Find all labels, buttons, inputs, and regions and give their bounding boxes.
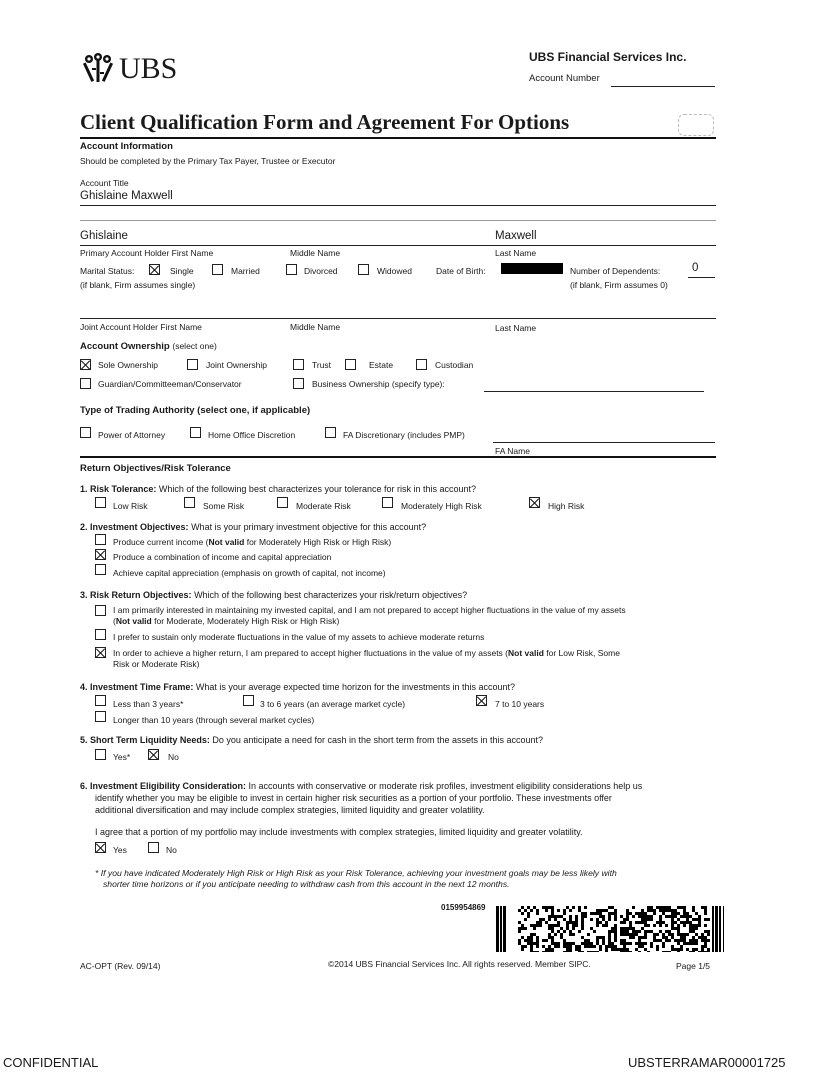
- last-name-label: Last Name: [495, 248, 537, 258]
- account-title-value[interactable]: Ghislaine Maxwell: [80, 190, 173, 202]
- ownership-option-label: Custodian: [435, 360, 474, 370]
- custodian-checkbox[interactable]: [416, 359, 427, 370]
- q3-option-1-checkbox[interactable]: [95, 605, 106, 616]
- seal-watermark-icon: [678, 114, 714, 136]
- risk-option-label: High Risk: [548, 501, 585, 511]
- middle-name-label: Middle Name: [290, 248, 341, 258]
- divider: [80, 220, 716, 221]
- moderately-high-risk-checkbox[interactable]: [382, 497, 393, 508]
- q1-question: 1. Risk Tolerance: Which of the following best characterizes your tolerance for risk in this account?: [80, 484, 477, 494]
- dependents-value[interactable]: 0: [692, 262, 699, 274]
- 3-to-6-years-checkbox[interactable]: [243, 695, 254, 706]
- q2-option-3-checkbox[interactable]: [95, 564, 106, 575]
- marital-note: (if blank, Firm assumes single): [80, 280, 196, 290]
- risk-option-label: Low Risk: [113, 501, 148, 511]
- fa-name-label: FA Name: [495, 446, 530, 456]
- less-than-3-years-checkbox[interactable]: [95, 695, 106, 706]
- ubs-logo-text: UBS: [119, 52, 178, 85]
- q6-question-line1: 6. Investment Eligibility Consideration: In accounts with conservative or moderate risk profiles, investment eligibility considerations help us: [80, 781, 643, 791]
- divider: [80, 245, 716, 246]
- section-rule: [80, 456, 716, 458]
- business-ownership-checkbox[interactable]: [293, 378, 304, 389]
- joint-last-name-label: Last Name: [495, 323, 537, 333]
- divider: [80, 205, 716, 206]
- q5-question: 5. Short Term Liquidity Needs: Do you anticipate a need for cash in the short term from the assets in this account?: [80, 735, 544, 745]
- q3-option-2-label: I prefer to sustain only moderate fluctuations in the value of my assets to achieve moderate returns: [113, 632, 485, 642]
- trading-option-label: FA Discretionary (includes PMP): [343, 430, 465, 440]
- eligibility-yes-checkbox[interactable]: [95, 842, 106, 853]
- q6-agree-text: I agree that a portion of my portfolio may include investments with complex strategies, limited liquidity and greater volatility.: [95, 827, 583, 837]
- dependents-note: (if blank, Firm assumes 0): [570, 280, 668, 290]
- trust-checkbox[interactable]: [293, 359, 304, 370]
- liquidity-yes-checkbox[interactable]: [95, 749, 106, 760]
- risk-option-label: Some Risk: [203, 501, 245, 511]
- risk-option-label: Moderately High Risk: [401, 501, 482, 511]
- title-rule: [80, 137, 716, 139]
- account-number-label: Account Number: [529, 73, 600, 84]
- account-title-label: Account Title: [80, 178, 129, 188]
- ownership-option-label: Guardian/Committeeman/Conservator: [98, 379, 242, 389]
- ownership-option-label: Sole Ownership: [98, 360, 159, 370]
- fa-discretionary-checkbox[interactable]: [325, 427, 336, 438]
- high-risk-checkbox[interactable]: [529, 497, 540, 508]
- q6-question-line2: identify whether you may be eligible to invest in certain higher risk securities as a portion of your portfolio. These investments offer: [95, 793, 612, 803]
- liquidity-option-label: Yes*: [113, 752, 131, 762]
- footnote-line2: shorter time horizons or if you anticipate needing to withdraw cash from this account in the next 12 months.: [103, 879, 510, 889]
- low-risk-checkbox[interactable]: [95, 497, 106, 508]
- ownership-heading: Account Ownership (select one): [80, 341, 217, 352]
- longer-than-10-years-checkbox[interactable]: [95, 711, 106, 722]
- business-type-field[interactable]: [484, 391, 704, 392]
- ownership-option-label: Trust: [312, 360, 332, 370]
- q2-option-2-label: Produce a combination of income and capital appreciation: [113, 552, 332, 562]
- q3-question: 3. Risk Return Objectives: Which of the following best characterizes your risk/return objectives?: [80, 590, 468, 600]
- time-frame-option-label: Longer than 10 years (through several market cycles): [113, 715, 315, 725]
- q3-option-1-label: I am primarily interested in maintaining my invested capital, and I am not prepared to accept higher fluctuations in the value of my assets: [113, 605, 626, 615]
- risk-section-heading: Return Objectives/Risk Tolerance: [80, 463, 231, 474]
- home-office-discretion-checkbox[interactable]: [190, 427, 201, 438]
- company-name: UBS Financial Services Inc.: [529, 50, 687, 64]
- q3-option-3-checkbox[interactable]: [95, 647, 106, 658]
- some-risk-checkbox[interactable]: [184, 497, 195, 508]
- divider: [80, 318, 716, 319]
- ownership-option-label: Business Ownership (specify type):: [312, 379, 445, 389]
- trading-option-label: Power of Attorney: [98, 430, 166, 440]
- marital-option-label: Single: [170, 266, 194, 276]
- power-of-attorney-checkbox[interactable]: [80, 427, 91, 438]
- barcode-icon: [496, 906, 734, 952]
- joint-ownership-checkbox[interactable]: [187, 359, 198, 370]
- q2-option-3-label: Achieve capital appreciation (emphasis on growth of capital, not income): [113, 568, 386, 578]
- q3-option-1-label-line2: (Not valid for Moderate, Moderately High Risk or High Risk): [113, 616, 340, 626]
- dependents-field-line: [688, 277, 715, 278]
- q3-option-2-checkbox[interactable]: [95, 629, 106, 640]
- marital-single-checkbox[interactable]: [149, 264, 160, 275]
- trading-authority-heading: Type of Trading Authority (select one, if applicable): [80, 405, 311, 416]
- ownership-option-label: Estate: [369, 360, 394, 370]
- estate-checkbox[interactable]: [345, 359, 356, 370]
- fa-name-field[interactable]: [493, 442, 715, 443]
- eligibility-option-label: No: [166, 845, 177, 855]
- sole-ownership-checkbox[interactable]: [80, 359, 91, 370]
- barcode-number: 0159954869: [441, 903, 486, 912]
- footnote-line1: * If you have indicated Moderately High Risk or High Risk as your Risk Tolerance, achieving your investment goals may be less likely with: [95, 868, 617, 878]
- account-number-field[interactable]: [611, 86, 715, 87]
- time-frame-option-label: Less than 3 years*: [113, 699, 184, 709]
- joint-first-name-label: Joint Account Holder First Name: [80, 322, 202, 332]
- form-code: AC-OPT (Rev. 09/14): [80, 961, 161, 971]
- liquidity-no-checkbox[interactable]: [148, 749, 159, 760]
- q6-question-line3: additional diversification and may include complex strategies, limited liquidity and greater volatility.: [95, 805, 485, 815]
- q2-question: 2. Investment Objectives: What is your primary investment objective for this account?: [80, 522, 427, 532]
- copyright: ©2014 UBS Financial Services Inc. All rights reserved. Member SIPC.: [328, 959, 591, 969]
- marital-widowed-checkbox[interactable]: [358, 264, 369, 275]
- q4-question: 4. Investment Time Frame: What is your average expected time horizon for the investments in this account?: [80, 682, 516, 692]
- eligibility-option-label: Yes: [113, 845, 127, 855]
- marital-option-label: Married: [231, 266, 260, 276]
- first-name-value[interactable]: Ghislaine: [80, 230, 128, 242]
- ubs-keys-logo-icon: [80, 52, 116, 86]
- dob-label: Date of Birth:: [436, 266, 486, 276]
- time-frame-option-label: 3 to 6 years (an average market cycle): [260, 699, 406, 709]
- liquidity-option-label: No: [168, 752, 179, 762]
- trading-option-label: Home Office Discretion: [208, 430, 296, 440]
- 7-to-10-years-checkbox[interactable]: [476, 695, 487, 706]
- last-name-value[interactable]: Maxwell: [495, 230, 537, 242]
- q2-option-1-checkbox[interactable]: [95, 534, 106, 545]
- time-frame-option-label: 7 to 10 years: [495, 699, 545, 709]
- ownership-option-label: Joint Ownership: [206, 360, 267, 370]
- bates-number: UBSTERRAMAR00001725: [628, 1055, 786, 1070]
- q3-option-3-label: In order to achieve a higher return, I am prepared to accept higher fluctuations in the value of my assets (Not valid for Low Risk, Some: [113, 648, 620, 658]
- risk-option-label: Moderate Risk: [296, 501, 351, 511]
- form-title: Client Qualification Form and Agreement For Options: [80, 110, 570, 134]
- q3-option-3-label-line2: Risk or Moderate Risk): [113, 659, 200, 669]
- eligibility-no-checkbox[interactable]: [148, 842, 159, 853]
- marital-married-checkbox[interactable]: [212, 264, 223, 275]
- joint-middle-name-label: Middle Name: [290, 322, 341, 332]
- q2-option-2-checkbox[interactable]: [95, 549, 106, 560]
- page-number: Page 1/5: [676, 961, 711, 971]
- dob-redaction: [501, 263, 563, 274]
- account-info-subheading: Should be completed by the Primary Tax Payer, Trustee or Executor: [80, 156, 336, 166]
- q2-option-1-label: Produce current income (Not valid for Moderately High Risk or High Risk): [113, 537, 392, 547]
- guardian-checkbox[interactable]: [80, 378, 91, 389]
- confidential-stamp: CONFIDENTIAL: [3, 1055, 99, 1070]
- marital-divorced-checkbox[interactable]: [286, 264, 297, 275]
- primary-first-name-label: Primary Account Holder First Name: [80, 248, 214, 258]
- dependents-label: Number of Dependents:: [570, 266, 661, 276]
- moderate-risk-checkbox[interactable]: [277, 497, 288, 508]
- marital-option-label: Widowed: [377, 266, 412, 276]
- marital-option-label: Divorced: [304, 266, 338, 276]
- marital-status-label: Marital Status:: [80, 266, 135, 276]
- account-info-heading: Account Information: [80, 141, 173, 152]
